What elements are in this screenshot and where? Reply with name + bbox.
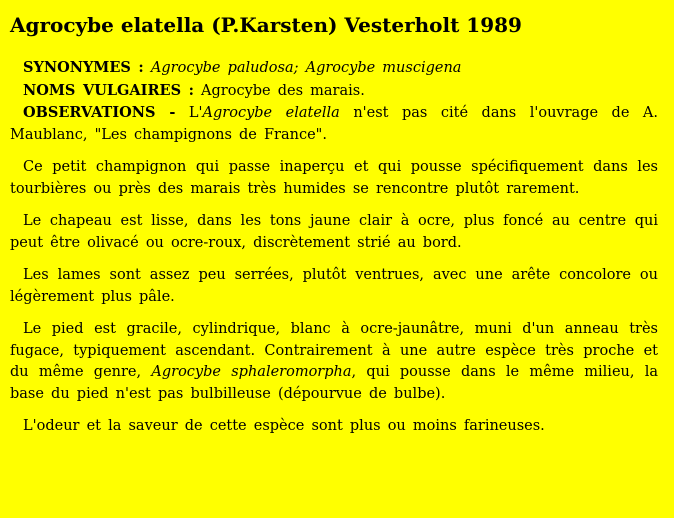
synonyms-value: Agrocybe paludosa; Agrocybe muscigena <box>150 60 462 76</box>
observations-species: Agrocybe elatella <box>202 105 340 121</box>
cap-paragraph: Le chapeau est lisse, dans les tons jaune clair à ocre, plus foncé au centre qui peut être olivacé ou ocre-roux, discrètement strié au bord. <box>10 213 658 251</box>
vulgar-names-label: NOMS VULGAIRES : <box>23 81 194 99</box>
stem-species: Agrocybe sphaleromorpha <box>151 364 352 380</box>
description-section <box>0 57 674 438</box>
synonyms-label: SYNONYMES : <box>23 59 144 76</box>
observations-paragraph <box>10 102 658 146</box>
page-title: Agrocybe elatella (P.Karsten) Vesterholt 1989 <box>10 13 522 37</box>
synonyms-line <box>10 57 658 80</box>
species-page <box>0 13 674 518</box>
habitat-paragraph: Ce petit champignon qui passe inaperçu et qui pousse spécifiquement dans les tourbières ou près des marais très humides se rencontre plutôt rarement. <box>10 159 658 197</box>
vulgar-names-value: Agrocybe des marais. <box>201 82 365 99</box>
gills-paragraph: Les lames sont assez peu serrées, plutôt ventrues, avec une arête concolore ou légèrement plus pâle. <box>10 267 658 305</box>
stem-paragraph <box>10 319 658 405</box>
vulgar-names-line <box>10 80 658 103</box>
stem-text-after: , qui pousse dans le même milieu, la base du pied n'est pas bulbilleuse (dépourvue de bulbe). <box>10 364 659 402</box>
species-sheet <box>0 13 674 438</box>
observations-text: n'est pas cité dans l'ouvrage de A. Maublanc, "Les champignons de France". <box>10 105 658 143</box>
observations-lead: L' <box>188 105 203 121</box>
stem-text-before: Le pied est gracile, cylindrique, blanc à ocre-jaunâtre, muni d'un anneau très fugace, typiquement ascendant. Contrairement à une autre espèce très proche et du même genre, <box>10 321 658 380</box>
observations-label: OBSERVATIONS - <box>23 104 176 121</box>
odor-paragraph: L'odeur et la saveur de cette espèce sont plus ou moins farineuses. <box>23 418 545 434</box>
